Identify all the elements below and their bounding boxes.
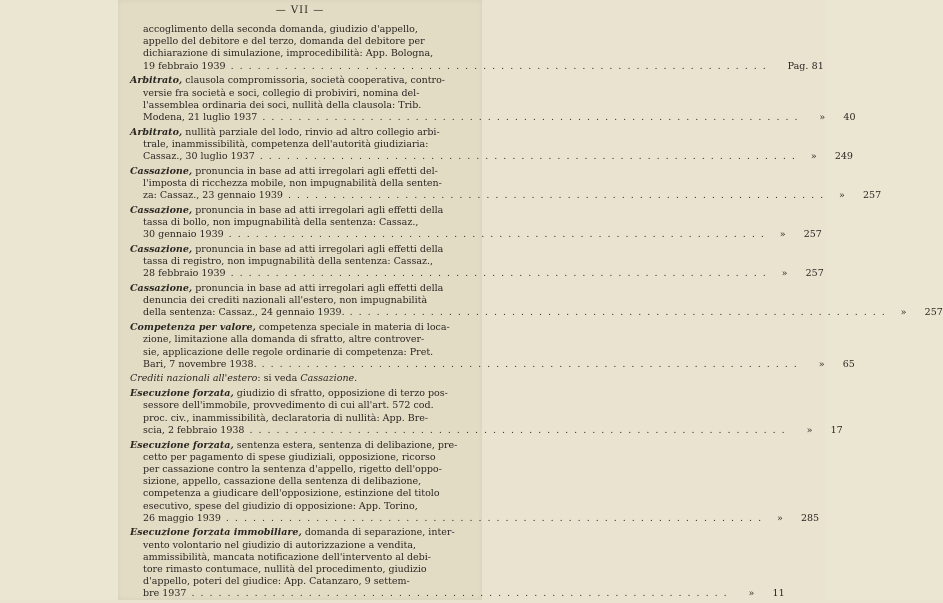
see-reference: Cassazione. [300,373,358,385]
page-reference: » 249 [810,151,853,163]
entry-line: dichiarazione di simulazione, improcedibilità: App. Bologna, [143,48,434,60]
entry-title: Esecuzione forzata, [130,439,234,451]
entry-title: Esecuzione forzata immobiliare, [130,527,302,539]
dot-leader: ............................................................ [261,358,803,370]
entry-line: za: Cassaz., 23 gennaio 1939 [143,190,283,202]
entry-line: ammissibilità, mancata notificazione dell'intervento al debi- [143,551,431,563]
index-entry [130,527,785,600]
dot-leader: ............................................................ [287,190,830,202]
page-reference: » 285 [776,512,820,524]
entry-title: Crediti nazionali all'estero [130,373,258,385]
page-reference: » 17 [806,424,843,436]
entry-line: domanda di separazione, inter- [301,527,455,539]
page-reference: Pag. 81 [787,60,824,72]
entry-line: nullità parziale del lodo, rinvio ad altro collegio arbi- [182,126,440,138]
index-entry [130,165,882,203]
page-reference: » 11 [748,588,785,600]
entry-line: della sentenza: Cassaz., 24 gennaio 1939. [143,307,345,319]
entry-line: accoglimento della seconda domanda, giudizio d'appello, [143,24,418,35]
dot-leader: ............................................................ [225,512,768,524]
entry-line: scia, 2 febbraio 1938 [143,424,245,436]
entry-line: bre 1937 [143,588,187,600]
entry-line: pronuncia in base ad atti irregolari agli effetti della [192,243,444,255]
entry-line: sie, applicazione delle regole ordinarie di competenza: Pret. [143,346,434,358]
page-reference: » 65 [818,358,855,370]
entry-line: Cassaz., 30 luglio 1937 [143,151,255,163]
dot-leader: ............................................................ [230,268,772,280]
book-page [118,0,943,600]
entry-line: Bari, 7 novembre 1938. [143,358,257,370]
entry-line: trale, inammissibilità, competenza dell'autorità giudiziaria: [143,138,429,150]
entry-line: tassa di registro, non impugnabilità della sentenza: Cassaz., [143,256,434,268]
entry-title: Cassazione, [130,243,193,255]
index-entry [130,24,824,73]
entry-line: l'imposta di ricchezza mobile, non impugnabilità della senten- [143,177,442,189]
entry-line: competenza a giudicare dell'opposizione, estinzione del titolo [143,488,440,500]
entry-title: Cassazione, [130,204,193,216]
entry-line: pronuncia in base ad atti irregolari agli effetti del- [192,165,438,177]
entry-line: denuncia dei crediti nazionali all'estero, non impugnabilità [143,295,428,307]
entry-line: 26 maggio 1939 [143,512,221,524]
index-entry [130,243,824,281]
dot-leader: ............................................................ [191,588,733,600]
entry-line: tassa di bollo, non impugnabilità della sentenza: Cassaz., [143,217,419,229]
page-reference: » 257 [781,268,824,280]
index-entries [130,24,943,603]
dot-leader: ............................................................ [249,424,791,436]
entry-line: sentenza estera, sentenza di delibazione, pre- [233,439,458,451]
left-margin [0,0,118,600]
entry-title: Cassazione, [130,165,193,177]
entry-line: vento volontario nel giudizio di autorizzazione a vendita, [143,539,417,551]
index-entry [130,439,820,525]
entry-line: appello del debitore e del terzo, domanda del debitore per [143,36,425,48]
entry-line: proc. civ., inammissibilità, declaratoria di nullità: App. Bre- [143,412,429,424]
entry-title: Esecuzione forzata, [130,388,234,400]
index-entry [130,322,855,371]
index-entry [130,75,856,124]
entry-line: per cassazione contro la sentenza d'appello, rigetto dell'oppo- [143,463,442,475]
page-reference: » 40 [819,111,856,123]
page-reference: » 257 [900,307,943,319]
entry-line: sizione, appello, cassazione della sentenza di delibazione, [143,476,422,488]
index-entry [130,388,843,437]
dot-leader: ............................................................ [349,307,891,319]
entry-line: competenza speciale in materia di loca- [255,322,450,334]
right-margin [825,0,943,600]
entry-line: 28 febbraio 1939 [143,268,226,280]
entry-title: Competenza per valore, [130,322,256,334]
entry-line: versie fra società e soci, collegio di probiviri, nomina del- [143,87,420,99]
index-entry [130,204,822,242]
entry-line: 30 gennaio 1939 [143,229,224,241]
entry-line: sessore dell'immobile, provvedimento di cui all'art. 572 cod. [143,400,434,412]
entry-line: esecutivo, spese del giudizio di opposizione: App. Torino, [143,500,418,512]
entry-title: Arbitrato, [130,75,183,87]
entry-line: Modena, 21 luglio 1937 [143,111,258,123]
index-entry-cross-reference [130,373,476,385]
dot-leader: ............................................................ [259,151,801,163]
entry-line: cetto per pagamento di spese giudiziali, opposizione, ricorso [143,451,436,463]
page-reference: » 257 [779,229,822,241]
entry-line: : si veda [257,373,301,385]
dot-leader: ............................................................ [230,60,772,72]
page-number-header: — VII — [275,5,325,16]
page-reference: » 257 [839,190,882,202]
entry-line: giudizio di sfratto, opposizione di terzo pos- [233,388,448,400]
dot-leader: ............................................................ [228,229,770,241]
entry-line: zione, limitazione alla domanda di sfratto, altre controver- [143,334,425,346]
index-entry [130,126,853,164]
entry-line: 19 febbraio 1939 [143,60,226,72]
entry-title: Cassazione, [130,283,193,295]
entry-line: d'appello, poteri del giudice: App. Catanzaro, 9 settem- [143,576,410,588]
entry-line: clausola compromissoria, società cooperativa, contro- [182,75,446,87]
entry-title: Arbitrato, [130,126,183,138]
entry-line: pronuncia in base ad atti irregolari agli effetti della [192,283,444,295]
entry-line: l'assemblea ordinaria dei soci, nullità della clausola: Trib. [143,99,422,111]
entry-line: tore rimasto contumace, nullità del procedimento, giudizio [143,564,427,576]
index-entry [130,283,943,320]
entry-line: pronuncia in base ad atti irregolari agli effetti della [192,204,444,216]
dot-leader: ............................................................ [262,111,804,123]
